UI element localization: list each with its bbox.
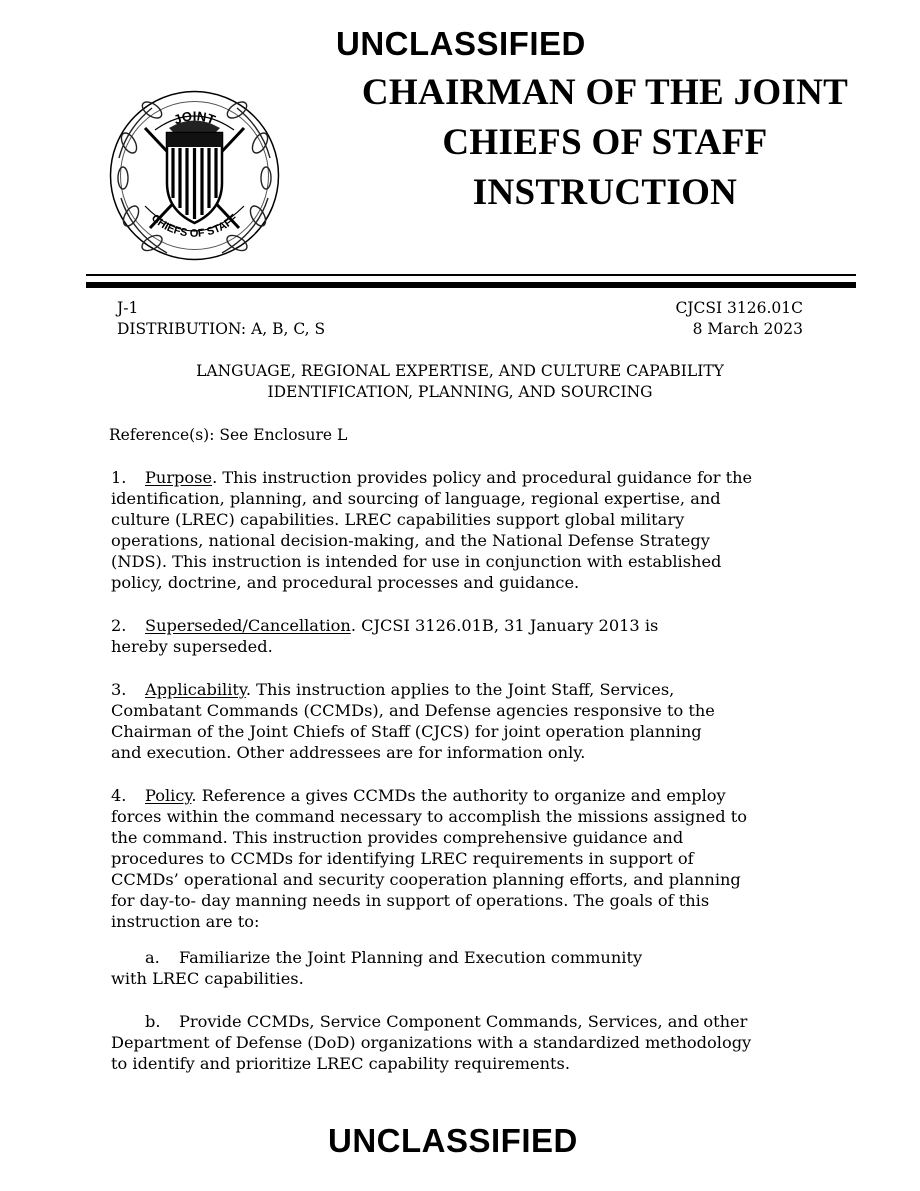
subparagraph-number: a.: [145, 948, 160, 967]
document-title: [340, 68, 870, 218]
paragraph-text-line: identification, planning, and sourcing of language, regional expertise, and: [111, 489, 721, 508]
distribution-line: DISTRIBUTION: A, B, C, S: [117, 320, 326, 338]
paragraph-text-line: with LREC capabilities.: [111, 969, 304, 988]
paragraph-text-line: policy, doctrine, and procedural processes and guidance.: [111, 573, 580, 592]
joint-chiefs-seal-emblem: [107, 88, 282, 263]
paragraph-text-line: culture (LREC) capabilities. LREC capabilities support global military: [111, 510, 685, 529]
subject-line-1: LANGUAGE, REGIONAL EXPERTISE, AND CULTURE CAPABILITY: [196, 362, 724, 380]
paragraph-text-line: instruction are to:: [111, 912, 260, 931]
references-line: Reference(s): See Enclosure L: [109, 426, 348, 444]
paragraph-text-line: Combatant Commands (CCMDs), and Defense agencies responsive to the: [111, 701, 715, 720]
paragraph-text-line: hereby superseded.: [111, 637, 273, 656]
subject-heading: [110, 361, 810, 403]
seal-top-text: JOINT: [171, 108, 218, 128]
paragraph-policy: [111, 785, 747, 932]
paragraph-text-line: Provide CCMDs, Service Component Commands, Services, and other: [179, 1012, 748, 1031]
classification-banner-top: UNCLASSIFIED: [336, 25, 586, 62]
subparagraph-a: [111, 947, 642, 989]
document-number: CJCSI 3126.01C: [675, 299, 803, 317]
paragraph-text-line: CCMDs’ operational and security cooperation planning efforts, and planning: [111, 870, 741, 889]
subparagraph-b: [111, 1011, 751, 1074]
paragraph-text-line: . This instruction provides policy and procedural guidance for the: [212, 468, 753, 487]
paragraph-heading: Applicability: [145, 680, 246, 699]
paragraph-heading: Policy: [145, 786, 192, 805]
paragraph-text-line: Chairman of the Joint Chiefs of Staff (CJCS) for joint operation planning: [111, 722, 702, 741]
paragraph-text-line: to identify and prioritize LREC capability requirements.: [111, 1054, 570, 1073]
paragraph-text-line: forces within the command necessary to accomplish the missions assigned to: [111, 807, 748, 826]
paragraph-superseded: [111, 615, 658, 657]
paragraph-text-line: Familiarize the Joint Planning and Execution community: [179, 948, 643, 967]
paragraph-text-line: procedures to CCMDs for identifying LREC requirements in support of: [111, 849, 694, 868]
classification-banner-bottom: UNCLASSIFIED: [328, 1122, 578, 1159]
subparagraph-number: b.: [145, 1012, 161, 1031]
paragraph-applicability: [111, 679, 715, 763]
paragraph-number: 2.: [111, 616, 127, 635]
paragraph-text-line: for day-to- day manning needs in support of operations. The goals of this: [111, 891, 710, 910]
paragraph-text-line: . Reference a gives CCMDs the authority to organize and employ: [191, 786, 726, 805]
paragraph-text-line: operations, national decision-making, and the National Defense Strategy: [111, 531, 710, 550]
document-date: 8 March 2023: [692, 320, 803, 338]
paragraph-number: 3.: [111, 680, 127, 699]
title-line-3: INSTRUCTION: [472, 172, 738, 213]
header-rule-thin: [86, 274, 856, 276]
title-line-2: CHIEFS OF STAFF: [442, 122, 768, 163]
office-code: J-1: [117, 299, 139, 317]
paragraph-text-line: . This instruction applies to the Joint Staff, Services,: [245, 680, 675, 699]
paragraph-text-line: the command. This instruction provides comprehensive guidance and: [111, 828, 684, 847]
paragraph-heading: Superseded/Cancellation: [145, 616, 351, 635]
seal-bottom-text: CHIEFS OF STAFF: [148, 212, 241, 240]
paragraph-heading: Purpose: [145, 468, 213, 487]
paragraph-text-line: (NDS). This instruction is intended for use in conjunction with established: [111, 552, 722, 571]
paragraph-text-line: and execution. Other addressees are for information only.: [111, 743, 586, 762]
paragraph-text-line: Department of Defense (DoD) organizations with a standardized methodology: [111, 1033, 752, 1052]
paragraph-purpose: [111, 467, 752, 593]
paragraph-number: 1.: [111, 468, 127, 487]
header-right-block: [675, 298, 803, 340]
header-rule-thick: [86, 282, 856, 288]
paragraph-text-line: . CJCSI 3126.01B, 31 January 2013 is: [350, 616, 659, 635]
header-left-block: [117, 298, 325, 340]
title-line-1: CHAIRMAN OF THE JOINT: [361, 72, 849, 113]
paragraph-number: 4.: [111, 786, 127, 805]
subject-line-2: IDENTIFICATION, PLANNING, AND SOURCING: [267, 383, 653, 401]
